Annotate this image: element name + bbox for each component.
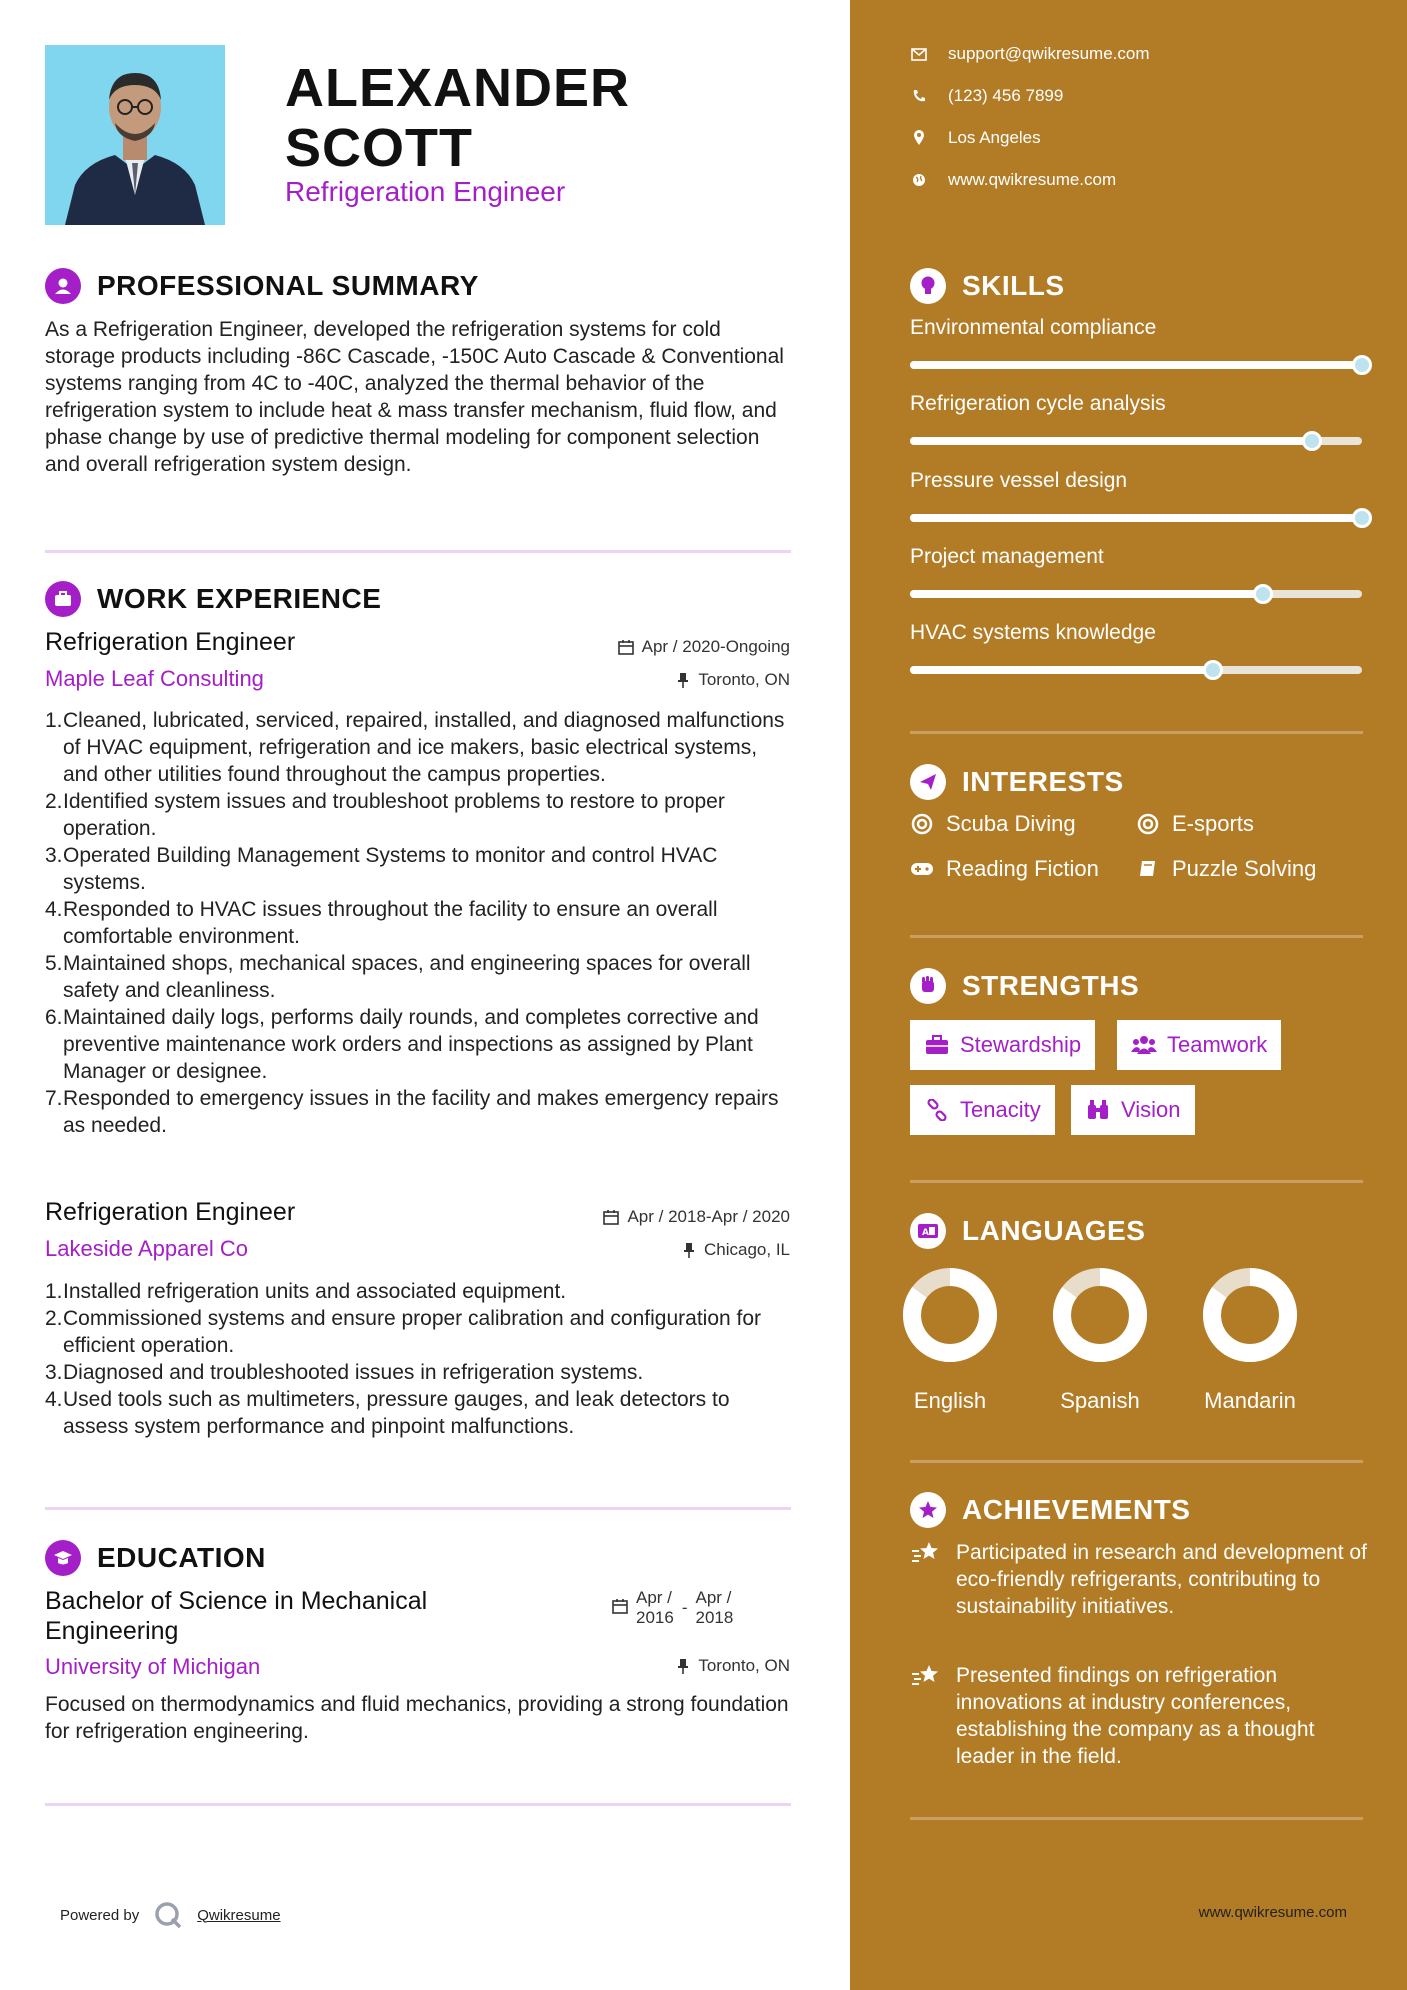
divider	[45, 550, 791, 553]
skills-title: SKILLS	[962, 270, 1065, 301]
language-label: Mandarin	[1204, 1388, 1296, 1413]
lightbulb-icon	[910, 268, 946, 304]
divider	[910, 731, 1363, 734]
gamepad-icon	[910, 857, 934, 881]
languages-header	[910, 1213, 1145, 1249]
degree-line: Bachelor of Science in Mechanical	[45, 1587, 428, 1615]
divider	[910, 1180, 1363, 1183]
binoculars-icon	[1085, 1097, 1111, 1123]
job-date	[603, 1207, 790, 1227]
skill-name: Pressure vessel design	[910, 469, 1128, 492]
language-label: Spanish	[1060, 1388, 1140, 1413]
list-item: 3. Operated Building Management Systems to monitor and control HVAC systems.	[45, 844, 718, 894]
strength-label: Teamwork	[1167, 1032, 1268, 1057]
skill-bar	[910, 514, 1362, 522]
achievement-item	[910, 1662, 1370, 1770]
interest-item	[910, 811, 1076, 837]
strength-badge	[910, 1020, 1095, 1070]
life-ring-icon	[910, 812, 934, 836]
education-text: Focused on thermodynamics and fluid mechanics, providing a strong foundation for refrigeration engineering.	[45, 1693, 789, 1743]
achievement-item	[910, 1539, 1370, 1620]
job-company: Maple Leaf Consulting	[45, 666, 264, 691]
users-icon	[1131, 1032, 1157, 1058]
job-title: Refrigeration Engineer	[45, 628, 296, 656]
list-item: 4. Responded to HVAC issues throughout the facility to ensure an overall comfortable environment.	[45, 898, 718, 948]
job-date-text: Apr / 2020-Ongoing	[641, 637, 790, 656]
education-title: EDUCATION	[97, 1542, 266, 1573]
skills-header	[910, 268, 1065, 304]
date-dash: -	[681, 1598, 688, 1617]
briefcase-icon	[924, 1032, 950, 1058]
pin-icon	[676, 1658, 690, 1674]
achievement-text: Participated in research and development of eco-friendly refrigerants, contributing to sustainability initiatives.	[956, 1541, 1367, 1618]
link-icon	[924, 1097, 950, 1123]
languages-title: LANGUAGES	[962, 1215, 1146, 1246]
language-label: English	[913, 1388, 987, 1413]
interest-label: Scuba Diving	[946, 811, 1076, 836]
job-location-text: Toronto, ON	[698, 670, 790, 689]
degree-line: Engineering	[45, 1617, 179, 1645]
paper-plane-icon	[910, 764, 946, 800]
interest-label: E-sports	[1172, 811, 1254, 836]
strength-badge	[910, 1085, 1055, 1135]
skill-bar-fill	[910, 666, 1213, 674]
experience-title: WORK EXPERIENCE	[97, 583, 382, 614]
job-date	[618, 637, 790, 657]
education-location	[676, 1656, 790, 1676]
job-location	[682, 1240, 790, 1260]
candidate-role: Refrigeration Engineer	[285, 176, 566, 207]
strength-label: Stewardship	[960, 1032, 1082, 1057]
qwikresume-logo-icon	[153, 1900, 183, 1930]
skill-bar-knob	[1203, 660, 1223, 680]
contact-website	[910, 170, 1116, 190]
achievement-text: Presented findings on refrigeration innovations at industry conferences, establishing the company as a thought leader in the field.	[956, 1664, 1315, 1768]
divider	[45, 1803, 791, 1806]
list-item: 4. Used tools such as multimeters, pressure gauges, and leak detectors to assess system performance and pinpoint malfunctions.	[45, 1388, 730, 1438]
book-icon	[1136, 857, 1160, 881]
job-location-text: Chicago, IL	[704, 1240, 790, 1259]
pin-icon	[682, 1242, 696, 1258]
skill-bar	[910, 437, 1362, 445]
profile-photo	[45, 45, 225, 225]
website-text[interactable]: www.qwikresume.com	[948, 170, 1117, 189]
strengths-header	[910, 968, 1139, 1004]
email-text[interactable]: support@qwikresume.com	[948, 44, 1150, 63]
contact-phone	[910, 86, 1063, 106]
skill-bar	[910, 361, 1362, 369]
shooting-star-icon	[910, 1539, 942, 1569]
phone-text[interactable]: (123) 456 7899	[948, 86, 1064, 105]
skill-bar-fill	[910, 437, 1312, 445]
divider	[910, 1817, 1363, 1820]
globe-icon	[910, 171, 928, 189]
powered-by	[60, 1900, 281, 1930]
degree-title	[45, 1586, 485, 1646]
map-marker-icon	[910, 129, 928, 147]
calendar-icon	[603, 1209, 619, 1225]
job-title: Refrigeration Engineer	[45, 1198, 296, 1226]
skill-bar-knob	[1253, 584, 1273, 604]
education-date	[612, 1588, 733, 1628]
language-proficiency-ring	[1200, 1265, 1300, 1365]
name-first: ALEXANDER	[285, 58, 631, 118]
sidebar	[850, 0, 1407, 1990]
education-location-text: Toronto, ON	[698, 1656, 790, 1675]
skill-bar-fill	[910, 361, 1362, 369]
strength-label: Vision	[1121, 1097, 1181, 1122]
powered-by-label: Powered by	[60, 1906, 140, 1924]
interest-label: Puzzle Solving	[1172, 856, 1317, 881]
interests-header	[910, 764, 1124, 800]
star-badge-icon	[910, 1492, 946, 1528]
skill-bar-knob	[1352, 355, 1372, 375]
skill-name: Refrigeration cycle analysis	[910, 392, 1166, 415]
skill-bar-knob	[1352, 508, 1372, 528]
interest-item	[1136, 856, 1316, 882]
skill-bar-fill	[910, 590, 1263, 598]
strength-badge	[1071, 1085, 1195, 1135]
envelope-icon	[910, 45, 928, 63]
contact-email	[910, 44, 1150, 64]
divider	[910, 935, 1363, 938]
job-date-text: Apr / 2018-Apr / 2020	[627, 1207, 790, 1226]
calendar-icon	[612, 1598, 628, 1614]
skill-bar-knob	[1302, 431, 1322, 451]
school-name: University of Michigan	[45, 1654, 261, 1679]
interests-title: INTERESTS	[962, 766, 1124, 797]
list-item: 2. Commissioned systems and ensure proper calibration and configuration for efficient operation.	[45, 1307, 762, 1357]
job-duties-list	[45, 707, 795, 1139]
language-proficiency-ring	[1050, 1265, 1150, 1365]
language-item	[890, 1265, 1010, 1414]
name-last: SCOTT	[285, 118, 473, 178]
graduate-icon	[45, 1540, 81, 1576]
list-item: 1. Cleaned, lubricated, serviced, repaired, installed, and diagnosed malfunctions of HVAC equipment, refrigeration and ice makers, basic electrical systems, and other utilities found throughout the campus properties.	[45, 709, 785, 786]
life-ring-icon	[1136, 812, 1160, 836]
divider	[910, 1460, 1363, 1463]
interest-label: Reading Fiction	[946, 856, 1099, 881]
strength-badge	[1117, 1020, 1281, 1070]
interest-item	[1136, 811, 1254, 837]
job-location	[676, 670, 790, 690]
phone-icon	[910, 87, 928, 105]
skill-name: Project management	[910, 545, 1104, 568]
language-proficiency-ring	[900, 1265, 1000, 1365]
briefcase-icon	[45, 581, 81, 617]
achievements-header	[910, 1492, 1190, 1528]
brand-link[interactable]: Qwikresume	[197, 1906, 281, 1924]
divider	[45, 1507, 791, 1510]
contact-location	[910, 128, 1041, 148]
language-icon	[910, 1213, 946, 1249]
user-circle-icon	[45, 268, 81, 304]
skill-bar	[910, 590, 1362, 598]
interest-item	[910, 856, 1099, 882]
location-text: Los Angeles	[948, 128, 1041, 147]
start-date: Apr / 2016	[636, 1588, 674, 1627]
skill-name: Environmental compliance	[910, 316, 1157, 339]
list-item: 3. Diagnosed and troubleshooted issues in refrigeration systems.	[45, 1361, 644, 1384]
calendar-icon	[618, 639, 634, 655]
svg-text:A: A	[922, 1228, 929, 1238]
end-date: Apr / 2018	[695, 1588, 734, 1627]
achievements-title: ACHIEVEMENTS	[962, 1494, 1191, 1525]
fist-icon	[910, 968, 946, 1004]
footer-website[interactable]: www.qwikresume.com	[1198, 1904, 1347, 1921]
skill-bar	[910, 666, 1362, 674]
language-item	[1040, 1265, 1160, 1414]
list-item: 1. Installed refrigeration units and associated equipment.	[45, 1280, 567, 1303]
strengths-title: STRENGTHS	[962, 970, 1140, 1001]
shooting-star-icon	[910, 1662, 942, 1692]
list-item: 2. Identified system issues and troubleshoot problems to restore to proper operation.	[45, 790, 725, 840]
experience-header	[45, 581, 381, 617]
list-item: 5. Maintained shops, mechanical spaces, and engineering spaces for overall safety and cleanliness.	[45, 952, 751, 1002]
list-item: 7. Responded to emergency issues in the facility and makes emergency repairs as needed.	[45, 1087, 779, 1137]
strength-label: Tenacity	[960, 1097, 1041, 1122]
skill-bar-fill	[910, 514, 1362, 522]
skill-name: HVAC systems knowledge	[910, 621, 1156, 644]
language-item	[1190, 1265, 1310, 1414]
summary-header	[45, 268, 479, 304]
pin-icon	[676, 672, 690, 688]
candidate-name	[285, 58, 630, 178]
summary-title: PROFESSIONAL SUMMARY	[97, 270, 479, 301]
list-item: 6. Maintained daily logs, performs daily rounds, and completes corrective and preventive maintenance work orders and inspections as assigned by Plant Manager or designee.	[45, 1006, 759, 1083]
summary-text: As a Refrigeration Engineer, developed the refrigeration systems for cold storage products including -86C Cascade, -150C Auto Cascade & Conventional systems ranging from 4C to -40C, analyzed the thermal behavior of the refrigeration system to include heat & mass transfer mechanism, fluid flow, and phase change by use of predictive thermal modeling for component selection and overall refrigeration system design.	[45, 318, 784, 476]
job-company: Lakeside Apparel Co	[45, 1236, 249, 1261]
education-header	[45, 1540, 266, 1576]
job-duties-list	[45, 1278, 795, 1440]
